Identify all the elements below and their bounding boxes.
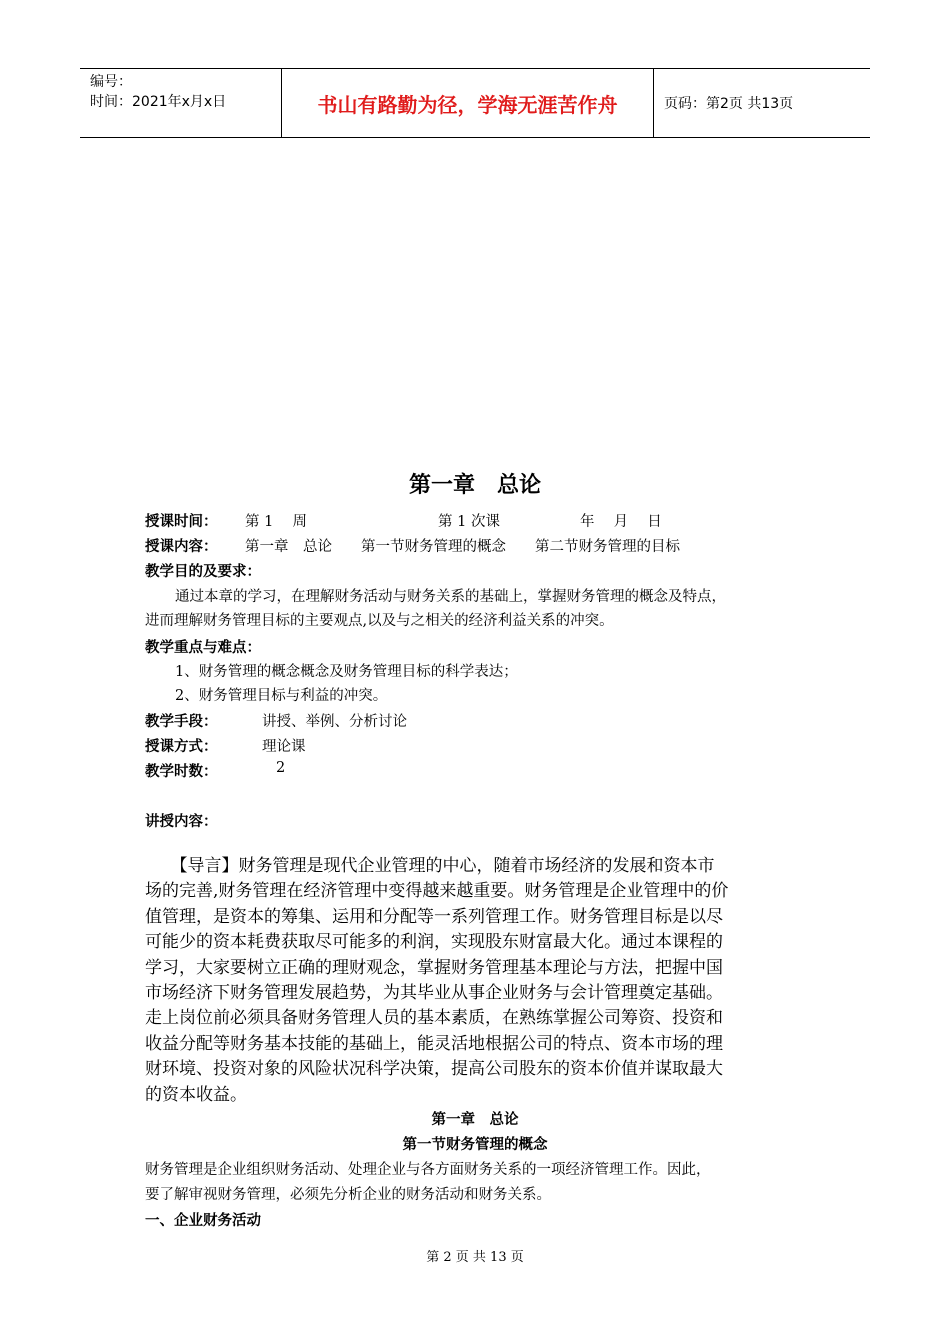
intro-paragraph (145, 854, 805, 1108)
intro-line: 市场经济下财务管理发展趋势，为其毕业从事企业财务与会计管理奠定基础。 (145, 983, 723, 1004)
header-meta (80, 69, 282, 137)
intro-line: 收益分配等财务基本技能的基础上，能灵活地根据公司的特点、资本市场的理 (145, 1033, 723, 1054)
intro-line: 值管理，是资本的筹集、运用和分配等一系列管理工作。财务管理目标是以尽 (145, 906, 723, 927)
page-footer: 第 2 页 共 13 页 (426, 1250, 524, 1265)
time-session: 第 1 次课 (438, 514, 500, 530)
content-label: 授课内容： (145, 539, 218, 555)
intro-line: 可能少的资本耗费获取尽可能多的利润，实现股东财富最大化。通过本课程的 (145, 932, 723, 953)
code-label: 编号： (90, 74, 132, 90)
lecture-label: 讲授内容： (145, 814, 218, 830)
time-week: 第 1 周 (245, 514, 307, 530)
goal-label: 教学目的及要求： (145, 564, 261, 580)
subheading: 一、企业财务活动 (145, 1213, 261, 1229)
time-label: 时间：2021年x月x日 (90, 94, 227, 110)
page-header (80, 68, 870, 138)
intro-line: 财环境、投资对象的风险状况科学决策，提高公司股东的资本价值并谋取最大 (145, 1059, 723, 1080)
mode-value: 理论课 (262, 739, 306, 755)
intro-line: 的资本收益。 (145, 1084, 247, 1105)
header-page-info: 页码：第2页 共13页 (664, 96, 794, 112)
section-body-line-1: 财务管理是企业组织财务活动、处理企业与各方面财务关系的一项经济管理工作。因此， (145, 1162, 711, 1178)
section-chapter: 第一章 总论 (431, 1112, 519, 1128)
hours-value: 2 (276, 760, 286, 776)
method-value: 讲授、举例、分析讨论 (262, 714, 407, 730)
goal-line-2: 进而理解财务管理目标的主要观点,以及与之相关的经济利益关系的冲突。 (145, 613, 614, 629)
hours-label: 教学时数： (145, 764, 218, 780)
goal-line-1: 通过本章的学习，在理解财务活动与财务关系的基础上，掌握财务管理的概念及特点， (175, 589, 726, 605)
intro-line: 走上岗位前必须具备财务管理人员的基本素质，在熟练掌握公司筹资、投资和 (145, 1008, 723, 1029)
time-label: 授课时间： (145, 514, 218, 530)
key-item-2: 2、财务管理目标与利益的冲突。 (175, 688, 388, 704)
key-item-1: 1、财务管理的概念概念及财务管理目标的科学表达； (175, 664, 518, 680)
time-date: 年 月 日 (580, 514, 662, 530)
chapter-title: 第一章 总论 (408, 473, 541, 498)
section-title: 第一节财务管理的概念 (402, 1137, 548, 1153)
section-body-line-2: 要了解审视财务管理，必须先分析企业的财务活动和财务关系。 (145, 1187, 551, 1203)
header-motto: 书山有路勤为径，学海无涯苦作舟 (282, 69, 654, 137)
key-label: 教学重点与难点： (145, 640, 261, 656)
content-value: 第一章 总论 第一节财务管理的概念 第二节财务管理的目标 (245, 539, 680, 555)
method-label: 教学手段： (145, 714, 218, 730)
intro-line: 场的完善,财务管理在经济管理中变得越来越重要。财务管理是企业管理中的价 (145, 881, 729, 902)
intro-line: 【导言】财务管理是现代企业管理的中心，随着市场经济的发展和资本市 (145, 856, 715, 876)
intro-line: 学习，大家要树立正确的理财观念，掌握财务管理基本理论与方法，把握中国 (145, 957, 723, 978)
mode-label: 授课方式： (145, 739, 218, 755)
